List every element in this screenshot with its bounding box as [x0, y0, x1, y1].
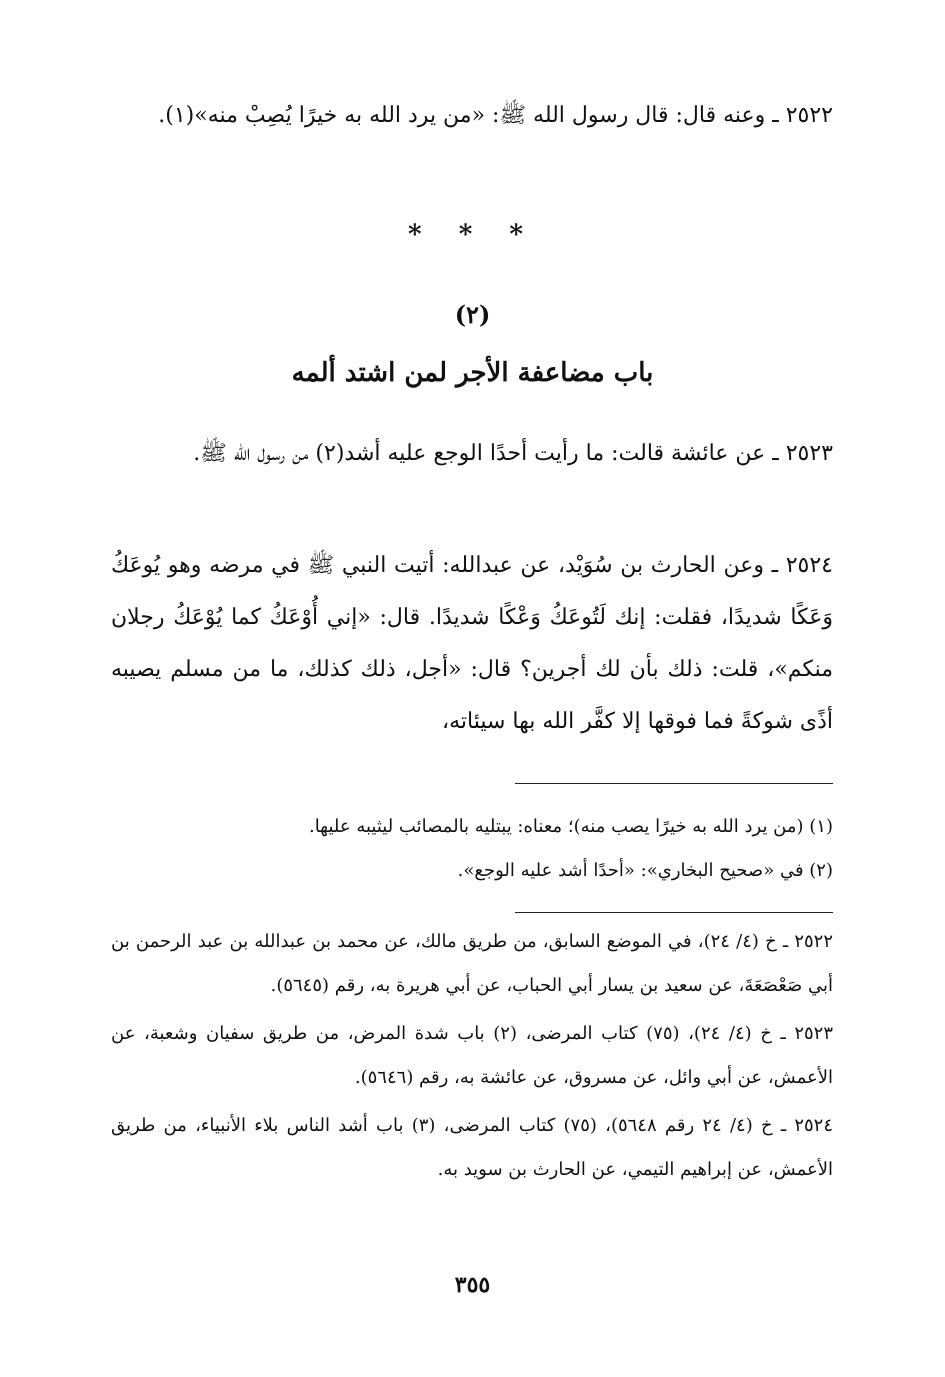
chapter-number: (٢) — [454, 300, 491, 329]
footnote-item: (١) (من يرد الله به خيرًا يصب منه)؛ معناه: يبتليه بالمصائب ليثيبه عليها. — [308, 816, 833, 837]
chapter-title: باب مضاعفة الأجر لمن اشتد ألمه — [291, 358, 654, 388]
footnote-item: (٢) في «صحيح البخاري»: «أحدًا أشد عليه الوجع». — [457, 860, 833, 881]
section-separator: * * * — [408, 220, 537, 250]
footnotes — [111, 805, 833, 893]
hadith-2522-paragraph: ٢٥٢٢ ـ وعنه قال: قال رسول الله ﷺ: «من يرد الله به خيرًا يُصِبْ منه»(١). — [158, 103, 833, 128]
page-number: ٣٥٥ — [454, 1272, 491, 1298]
sources-divider — [515, 912, 833, 913]
sources — [111, 920, 833, 1196]
source-item: ٢٥٢٣ ـ خ (٤/ ٢٤)، (٧٥) كتاب المرضى، (٢) باب شدة المرض، من طريق سفيان وشعبة، عن الأعمش، عن أبي وائل، عن مسروق، عن عائشة به، رقم (٥٦٤٦). — [111, 1023, 834, 1088]
source-item: ٢٥٢٤ ـ خ (٤/ ٢٤ رقم ٥٦٤٨)، (٧٥) كتاب المرضى، (٣) باب أشد الناس بلاء الأنبياء، من طريق الأعمش، عن إبراهيم التيمي، عن الحارث بن سويد به. — [111, 1115, 834, 1180]
source-item: ٢٥٢٢ ـ خ (٤/ ٢٤)، في الموضع السابق، من طريق مالك، عن محمد بن عبدالله بن عبد الرحمن بن أبي صَعْصَعَةَ، عن سعيد بن يسار أبي الحباب، عن أبي هريرة به، رقم (٥٦٤٥). — [111, 931, 833, 996]
footnotes-divider — [515, 783, 833, 784]
hadith-2524-paragraph: ٢٥٢٤ ـ وعن الحارث بن سُوَيْد، عن عبدالله: أتيت النبي ﷺ في مرضه وهو يُوعَكُ وَعَكًا شديدًا، فقلت: إنك لَتُوعَكُ وَعْكًا شديدًا. قال: «إني أُوْعَكُ كما يُوْعَكُ رجلان منكم»، قلت: ذلك بأن لك أجرين؟ قال: «أجل، ذلك كذلك، ما من مسلم يصيبه أذًى شوكةً فما فوقها إلا كفَّر الله بها سيئاته، — [111, 553, 833, 734]
hadith-2523-paragraph: ٢٥٢٣ ـ عن عائشة قالت: ما رأيت أحدًا الوجع عليه أشد(٢) من رسول الله ﷺ. — [193, 441, 833, 466]
